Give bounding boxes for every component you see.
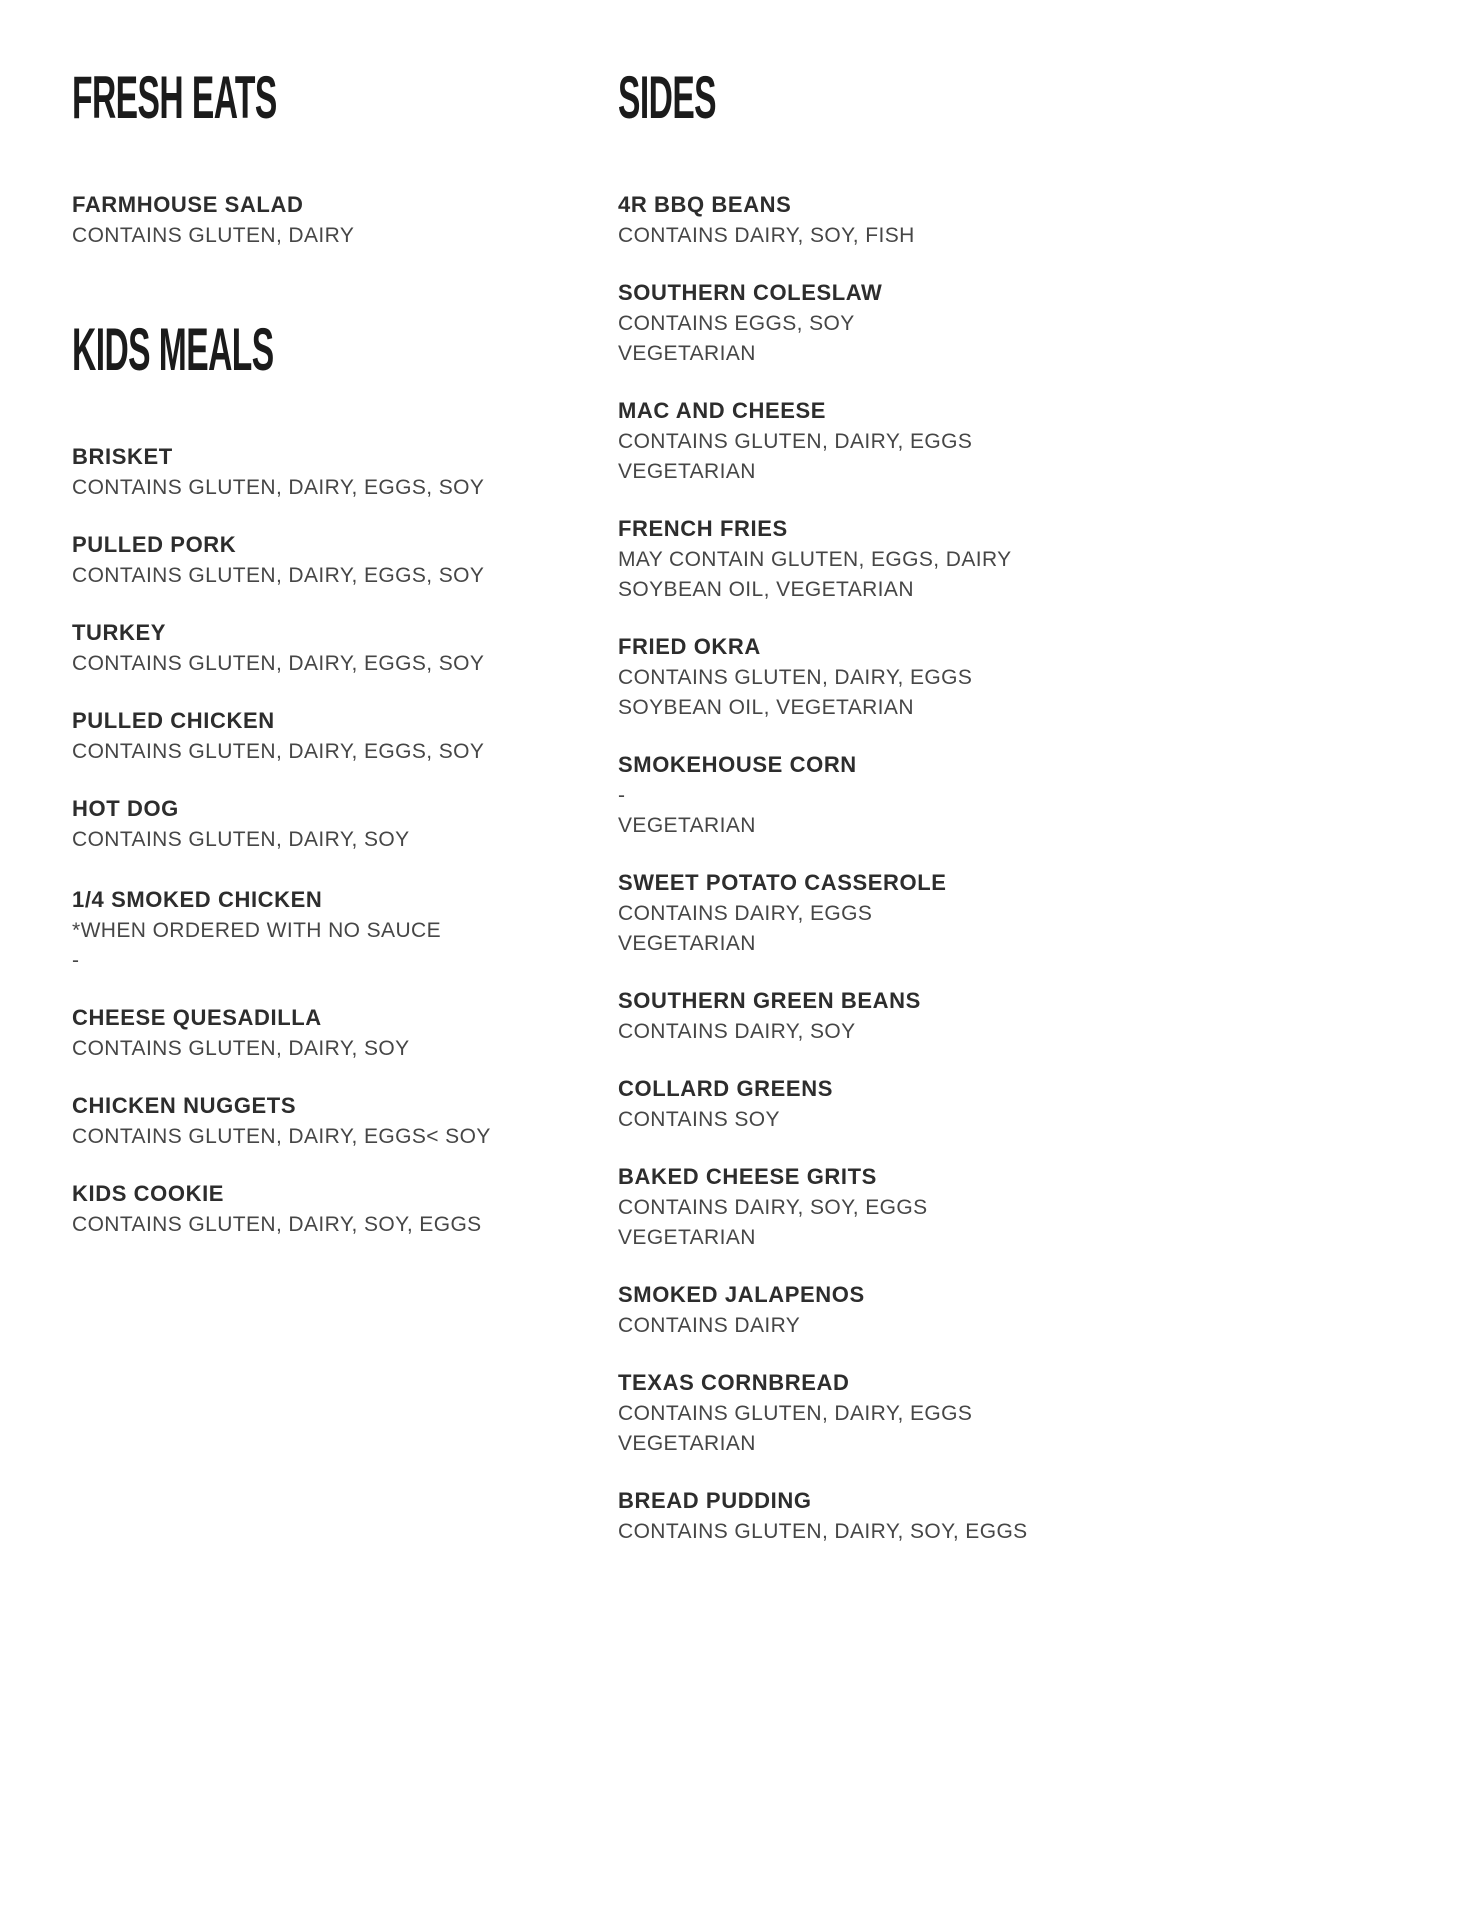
menu-item [618,986,1412,1047]
allergen-line: CONTAINS SOY [618,1108,780,1131]
menu-item [72,794,618,855]
menu-item-name: 1/4 SMOKED CHICKEN [72,887,323,912]
allergen-line: VEGETARIAN [618,460,756,483]
allergen-line: CONTAINS GLUTEN, DAIRY, EGGS, SOY [72,476,485,499]
menu-item-name: 4R BBQ BEANS [618,192,792,217]
menu-item [618,1368,1412,1459]
menu-item-name: SMOKED JALAPENOS [618,1282,865,1307]
menu-item [72,1003,618,1064]
allergen-line: CONTAINS GLUTEN, DAIRY, SOY, EGGS [618,1520,1028,1543]
menu-item-name: FARMHOUSE SALAD [72,192,304,217]
allergen-line: SOYBEAN OIL, VEGETARIAN [618,578,914,601]
menu-column-right [618,64,1412,1574]
allergen-line: CONTAINS GLUTEN, DAIRY, SOY [72,828,410,851]
allergen-line: CONTAINS GLUTEN, DAIRY [72,224,355,247]
menu-item [618,868,1412,959]
allergen-line: CONTAINS GLUTEN, DAIRY, EGGS [618,1402,973,1425]
allergen-line: CONTAINS GLUTEN, DAIRY, EGGS [618,666,973,689]
allergen-line: CONTAINS DAIRY [618,1314,801,1337]
menu-item-name: BAKED CHEESE GRITS [618,1164,877,1189]
menu-item [618,1486,1412,1547]
menu-column-left [72,64,618,1574]
menu-item-name: TURKEY [72,620,167,645]
menu-item [72,706,618,767]
allergen-line: CONTAINS GLUTEN, DAIRY, SOY [72,1037,410,1060]
menu-item-name: CHICKEN NUGGETS [72,1093,297,1118]
allergen-line: MAY CONTAIN GLUTEN, EGGS, DAIRY [618,548,1012,571]
menu-item-name: KIDS COOKIE [72,1181,225,1206]
menu-section [618,64,1412,1574]
menu-item [72,618,618,679]
allergen-line: VEGETARIAN [618,1432,756,1455]
menu-item [618,396,1412,487]
menu-item-name: SOUTHERN GREEN BEANS [618,988,921,1013]
allergen-line: CONTAINS GLUTEN, DAIRY, EGGS< SOY [72,1125,491,1148]
menu-item [72,1091,618,1152]
section-heading: FRESH EATS [72,64,277,131]
allergen-line: CONTAINS DAIRY, SOY, EGGS [618,1196,928,1219]
menu-item-name: PULLED CHICKEN [72,708,275,733]
allergen-line: - [72,949,80,972]
allergen-line: CONTAINS GLUTEN, DAIRY, EGGS, SOY [72,564,485,587]
allergen-line: CONTAINS GLUTEN, DAIRY, SOY, EGGS [72,1213,482,1236]
section-heading: KIDS MEALS [72,316,274,383]
allergen-line: CONTAINS GLUTEN, DAIRY, EGGS, SOY [72,740,485,763]
menu-item [72,1179,618,1240]
allergen-line: VEGETARIAN [618,932,756,955]
menu-item-name: SOUTHERN COLESLAW [618,280,883,305]
menu-item-name: FRIED OKRA [618,634,761,659]
allergen-line: CONTAINS GLUTEN, DAIRY, EGGS, SOY [72,652,485,675]
menu-item-name: TEXAS CORNBREAD [618,1370,850,1395]
section-heading-wrap [72,316,618,383]
menu-item [618,1074,1412,1135]
menu-item-name: SWEET POTATO CASSEROLE [618,870,947,895]
allergen-line: *WHEN ORDERED WITH NO SAUCE [72,919,441,942]
allergen-line: CONTAINS EGGS, SOY [618,312,855,335]
menu-item-name: CHEESE QUESADILLA [72,1005,322,1030]
menu-item [618,514,1412,605]
allergen-line: CONTAINS GLUTEN, DAIRY, EGGS [618,430,973,453]
allergen-line: SOYBEAN OIL, VEGETARIAN [618,696,914,719]
section-heading-wrap [618,64,1412,131]
menu-item-name: SMOKEHOUSE CORN [618,752,857,777]
allergen-line: CONTAINS DAIRY, EGGS [618,902,873,925]
menu-item [618,1280,1412,1341]
menu-item [618,190,1412,251]
allergen-line: - [618,784,626,807]
allergen-line: CONTAINS DAIRY, SOY, FISH [618,224,915,247]
section-heading: SIDES [618,64,717,131]
menu-item [618,632,1412,723]
menu-item [618,750,1412,841]
menu-item-name: BRISKET [72,444,173,469]
menu-item-name: BREAD PUDDING [618,1488,812,1513]
menu-item-name: COLLARD GREENS [618,1076,833,1101]
allergen-line: CONTAINS DAIRY, SOY [618,1020,856,1043]
menu-item [72,530,618,591]
menu-item [618,278,1412,369]
menu-item [72,885,618,976]
menu-item [72,442,618,503]
section-heading-wrap [72,64,618,131]
menu-item-name: FRENCH FRIES [618,516,788,541]
menu-item [618,1162,1412,1253]
menu-item-name: PULLED PORK [72,532,237,557]
allergen-line: VEGETARIAN [618,814,756,837]
allergen-line: VEGETARIAN [618,1226,756,1249]
menu-item-name: MAC AND CHEESE [618,398,827,423]
menu-section [72,64,618,278]
menu-section [72,316,618,1267]
allergen-line: VEGETARIAN [618,342,756,365]
menu-item [72,190,618,251]
menu-item-name: HOT DOG [72,796,179,821]
